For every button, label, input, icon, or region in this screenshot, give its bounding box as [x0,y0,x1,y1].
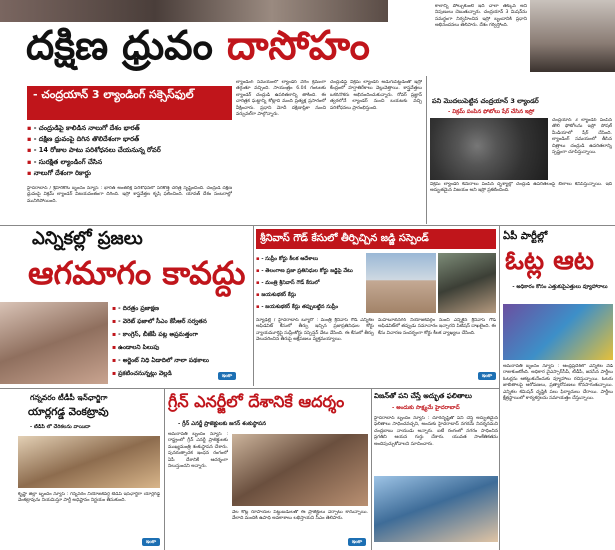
bottom-right-photo [374,476,498,542]
sub-banner [27,86,232,120]
bottom-right-text: హైదరాబాద్ బృందం న్యూస్ : దూరదృష్టితో పని చేస్తే అద్భుతమైన ఫలితాలు సాధించవచ్చని, అందుకు హైదరాబాద్ నగరమే నిదర్శనమని చంద్రబాబు నాయుడు అన్నారు. ఐటీ రంగంలో నగరం సాధించిన ప్రగతిని ఆయన గుర్తు చేశారు. యువత సాంకేతికతను అందిపుచ్చుకోవాలని సూచించారు. [374,416,498,447]
bottom-left-title1: గన్నవరం టీడీపీ ఇన్‌ఛార్జిగా [30,393,108,402]
ad-icon[interactable]: ఇంకా [478,372,496,380]
bullet-1: ▪ - దక్షిణ ధ్రువంపై దిగిన తొలిదేశంగా భారత్ [27,134,232,145]
mid-right-title2: ఓట్ల ఆట [505,246,594,276]
mid-left-title1: ఎన్నికల్లో ప్రజలు [32,228,143,249]
mid-center-bullet-4: ▪ - జయశుభకర్ కేస్లు తప్పుబట్టిన సుప్రీం [256,301,364,313]
moon-photo [430,118,548,180]
bottom-right-title: విజన్‌తో పని చేస్తే అద్భుత ఫలితాలు [374,392,472,400]
bottom-right-sub: - అందుకు సాక్ష్యమే హైదరాబాద్ [392,405,460,411]
story-col3: చంద్రుడిపై విక్రమ్ ల్యాండర్ అడుగుపెట్టడంతో ఇస్రో కేంద్రంలో హర్షాతిరేకాలు వెల్లువెత్తాయి. శాస్త్రవేత్తలు ఒకరినొకరు అభినందించుకున్నారు. రోవర్ ప్రజ్ఞాన్ త్వరలోనే ల్యాండర్ నుంచి బయటకు వచ్చి పరిశోధనలు ప్రారంభిస్తుంది. [330,80,422,111]
divider [164,388,165,550]
supreme-court-photo [366,253,436,313]
mid-center-bullet-1: ▪ - తెలంగాణ ప్రజా ప్రతినిధుల కోర్టు జడ్జిపై వేటు [256,265,364,277]
divider [253,226,254,386]
ad-icon[interactable]: ఇంకా [348,538,366,546]
bottom-left-title2: యార్లగడ్డ వెంకట్రావు [28,406,109,418]
mid-right-sub: - అధికారం కోసం ఎత్తుకుపైఎత్తులు వ్యూహారాలు [512,284,608,290]
bottom-center-sub: - గ్రీన్ ఎనర్జీ ప్రాజెక్టులకు జగన్ శంకుస్థాపన [178,421,267,427]
moon-bottom-text: విక్రమ్ ల్యాండర్ కెమెరాలు పంపిన దృశ్యాల్లో చంద్రుడి ఉపరితలంపై బిలాలు కనిపిస్తున్నాయి. ఇది అద్భుతమైన విజయం అని ఇస్రో ప్రకటించింది. [430,182,612,194]
bottom-left-sub: - టీడీపీ లో చేరికలను వాయిదా [30,424,91,430]
mid-left-bullet-5: ▪ ప్రకటించనున్నట్లు వెల్లడి [112,367,252,380]
mid-left-title2: ఆగమాగం కావద్దు [28,254,246,292]
story-col2: ల్యాండింగ్ సమయంలో ల్యాండర్ వేగం క్రమంగా తగ్గుతూ వచ్చింది. సాయంత్రం 6.04 గంటలకు ల్యాండర్ చంద్రుడి ఉపరితలాన్ని తాకింది. ఈ చారిత్రక ఘట్టాన్ని కోట్లాది మంది ప్రత్యక్ష ప్రసారంలో వీక్షించారు. ప్రధాని మోదీ దక్షిణాఫ్రికా నుంచి వర్చువల్‌గా పాల్గొన్నారు. [236,80,326,118]
judge-photo [438,253,496,313]
mid-left-bullets [112,302,252,382]
bullet-0: ▪ - చంద్రుడిపై కాలిడిన నాలుగో దేశం భారత్ [27,123,232,134]
mid-left-bullet-0: ▪ - దిరత్రం ప్రజాక్షణ [112,302,252,315]
bottom-left-photo [18,436,160,488]
bottom-center-text1: అమరావతి బృందం న్యూస్ : రాష్ట్రంలో గ్రీన్ ఎనర్జీ ప్రాజెక్టులకు ముఖ్యమంత్రి శంకుస్థాపన చేశారు. పునరుత్పాదక ఇంధన రంగంలో ఏపీ దేశానికే ఆదర్శంగా నిలుస్తుందని అన్నారు. [168,432,228,470]
moon-caption-title: పని మొదలుపెట్టిన చంద్రయాన్ 3 ల్యాండర్ [432,97,539,105]
divider [499,226,500,550]
top-right-text: కాలాన్ని పోల్చుకుంటే ఇది చాలా తక్కువ అని నిపుణులు చెబుతున్నారు. చంద్రయాన్ 3 మిషన్‌ను సమర్థంగా నిర్వహించిన ఇస్రో బృందానికి ప్రధాని అభినందనలు తెలిపారు. దేశం గర్విస్తోంది. [435,4,527,29]
mid-center-bullet-2: ▪ - మంత్రి శ్రీనివాస్ గౌడ్ కేసులో [256,277,364,289]
bottom-center-text2: వేల కోట్ల రూపాయల పెట్టుబడులతో ఈ ప్రాజెక్టులు ఏర్పాటు కానున్నాయి. వేలాది మందికి ఉపాధి అవకాశాలు లభిస్తాయని సీఎం తెలిపారు. [232,510,368,522]
mid-center-title: శ్రీనివాస్ గౌడ్ కేసులో తీర్పిచ్చిన జడ్జి సస్పెండ్ [256,229,496,249]
sub-banner-text: - చంద్రయాన్ 3 ల్యాండింగ్ సక్సెస్‌ఫుల్ [33,88,194,101]
section-divider [0,388,499,389]
kcr-photo [0,302,108,384]
mid-center-text1: న్యూఢిల్లీ / హైదరాబాద్ బ్యూరో : మంత్రి శ్రీనివాస్ గౌడ్ ఎన్నికల అఫిడవిట్ కేసులో తీర్పు ఇచ్చిన ప్రజాప్రతినిధుల కోర్టు న్యాయమూర్తిపై సుప్రీంకోర్టు సస్పెన్షన్ వేటు వేసింది. ఈ కేసులో తీర్పు వెలువరించిన తీరుపై ఆక్షేపణలు వ్యక్తమయ్యాయి. [256,318,374,343]
scientist-photo [530,0,615,72]
mid-center-bullets [256,253,364,315]
ad-icon[interactable]: ఇంకా [218,372,236,380]
bottom-center-photo [232,434,368,506]
headline-part2: దాసోహం [226,23,370,69]
story-col1: హైదరాబాద్ / శ్రీహరికోట బృందం న్యూస్ : భారత్ అంతరిక్ష పరిశోధనలో సరికొత్త చరిత్ర సృష్టించింది. చంద్రుడి దక్షిణ ధ్రువంపై విక్రమ్ ల్యాండర్ విజయవంతంగా దిగింది. ఇస్రో శాస్త్రవేత్తల కృషి ఫలించింది. యావత్ దేశం సంబరాల్లో మునిగిపోయింది. [27,186,232,204]
divider [426,76,427,224]
bottom-center-title: గ్రీన్ ఎనర్జీలో దేశానికే ఆదర్శం [168,392,345,411]
mid-left-bullet-2: ▪ - కాంగ్రెస్, బీజేపీ పట్ల అప్రమత్తంగా [112,328,252,341]
bullet-4: ▪ నాలుగో దేశంగా రికార్డు [27,168,232,179]
mid-center-bullet-0: ▪ - సుప్రీం కోర్టు కీలక ఆదేశాలు [256,253,364,265]
mid-center-text2: మహబూబ్‌నగర్ నియోజకవర్గం నుంచి ఎన్నికైన శ్రీనివాస్ గౌడ్ అఫిడవిట్‌లో తప్పుడు సమాచారం ఇచ్చారని పిటిషన్ దాఖలైంది. ఈ కేసు విచారణ సందర్భంగా కోర్టు కీలక వ్యాఖ్యలు చేసింది. [378,318,496,336]
mid-right-title1: ఏపీ పార్టీల్లో [503,231,548,242]
bottom-left-text: కృష్ణా జిల్లా బృందం న్యూస్ : గన్నవరం నియోజకవర్గ టీడీపీ ఇన్‌ఛార్జిగా యార్లగడ్డ వెంకట్రావును నియమిస్తూ పార్టీ అధిష్టానం నిర్ణయం తీసుకుంది. [18,492,160,504]
moon-caption-sub: - విక్రమ్ పంపిన ఫోటోలు షేర్ చేసిన ఇస్రో [448,109,535,115]
mid-right-text: అమరావతి బృందం న్యూస్ : ఆంధ్రప్రదేశ్‌లో ఎన్నికల వేడి రాజుకుంటోంది. అధికార వైఎస్సార్‌సీపీ, టీడీపీ, జనసేన పార్టీలు ఓటర్లను ఆకట్టుకునేందుకు వ్యూహాలు రచిస్తున్నాయి. ఓటరు జాబితాలపై ఆరోపణలు, ప్రత్యారోపణలు కొనసాగుతున్నాయి. ఎన్నికల కమిషన్ దృష్టికి పలు ఫిర్యాదులు చేరాయి. పార్టీలు క్షేత్రస్థాయిలో కార్యకర్తలను సమాయత్తం చేస్తున్నాయి. [503,364,613,402]
headline-part1: దక్షిణ ధ్రువం [26,23,227,69]
main-headline [26,20,406,72]
bullet-2: ▪ - 14 రోజుల పాటు పరిశోధనలు చేయనున్న రోవర్ [27,145,232,156]
top-bullets [27,123,232,185]
bullet-3: ▪ - సురక్షిత ల్యాండింగ్ చేసిన [27,157,232,168]
mid-left-bullet-4: ▪ - అర్జెంట్ నిధి ఏడాదిలో నాలా పథకాలు [112,354,252,367]
mid-center-bullet-3: ▪ జయశుభకర్ కేస్లు [256,289,364,301]
ad-icon[interactable]: ఇంకా [142,538,160,546]
ap-map [503,304,613,360]
section-divider [0,225,615,226]
divider [371,388,372,550]
moon-text: చంద్రయాన్ 3 ల్యాండర్ పంపిన తొలి ఫోటోలను ఇస్రో సోషల్ మీడియాలో షేర్ చేసింది. ల్యాండింగ్ సమయంలో తీసిన చిత్రాలు చంద్రుడి ఉపరితలాన్ని స్పష్టంగా చూపిస్తున్నాయి. [552,118,612,156]
mid-left-bullet-3: ▪ ఉండాలని పిలుపు [112,341,252,354]
mid-left-bullet-1: ▪ - వెరెట్ ఫజాలో సీఎం కేసీఆర్ సర్వతన [112,315,252,328]
top-photo-strip [0,0,388,22]
